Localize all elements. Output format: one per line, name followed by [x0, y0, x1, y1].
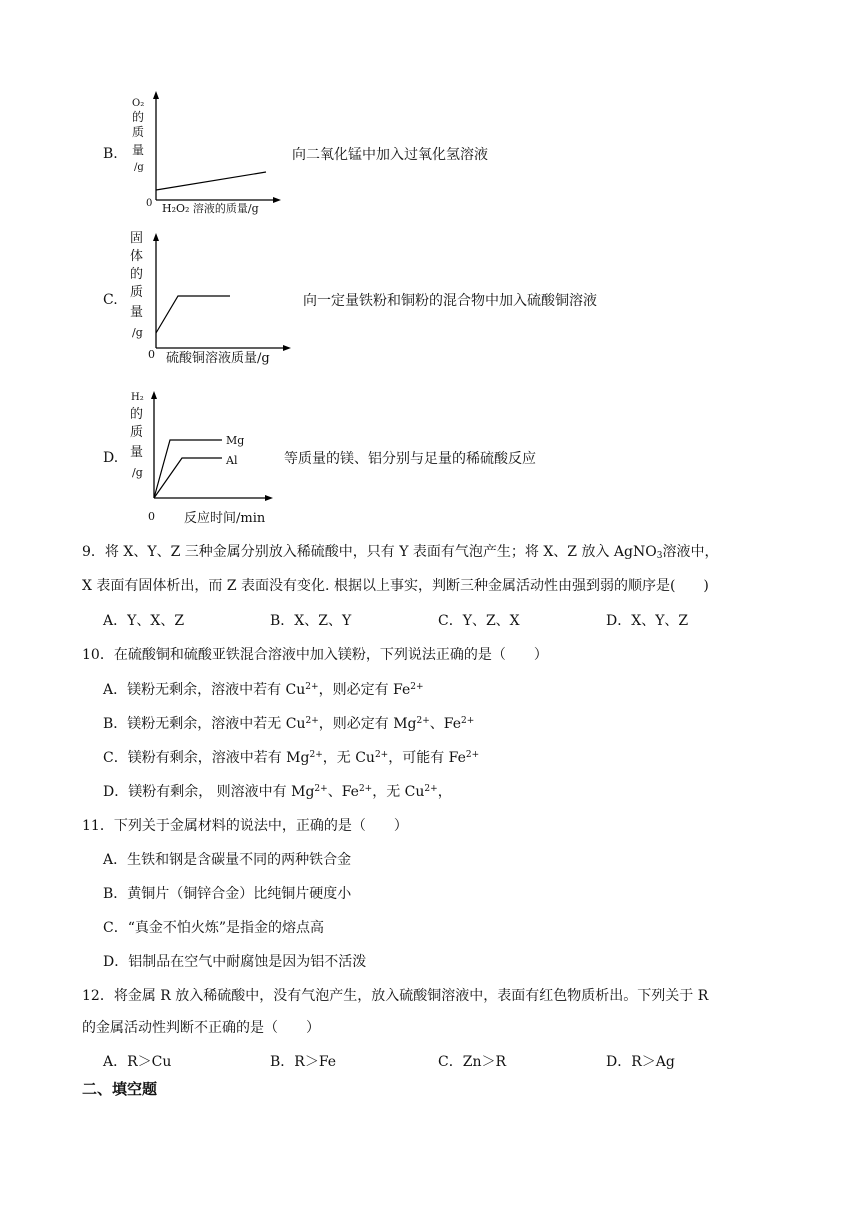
graph-b-y-label-4: /g [134, 162, 144, 173]
q10-stem: 10．在硫酸铜和硫酸亚铁混合溶液中加入镁粉，下列说法正确的是（ ） [82, 647, 548, 663]
graph-c-y-label-3: 质 [130, 285, 144, 300]
option-c-description: 向一定量铁粉和铜粉的混合物中加入硫酸铜溶液 [303, 293, 597, 309]
q11-option-a: A．生铁和钢是含碳量不同的两种铁合金 [103, 852, 352, 868]
graph-b-y-label-2: 质 [132, 125, 145, 139]
q10-option-c: C．镁粉有剩余，溶液中若有 $Mg^{2+}$，无 $Cu^{2+}$，可能有 $Fe^{2+}$ [103, 750, 480, 766]
section-title: 二、填空题 [82, 1080, 158, 1098]
graph-b-x-arrow [273, 197, 281, 203]
q12-option-c: C．Zn＞R [438, 1054, 506, 1070]
graph-c-x-arrow [283, 345, 291, 351]
q11-stem: 11．下列关于金属材料的说法中，正确的是（ ） [82, 818, 408, 834]
graph-c-y-label-0: 固 [130, 231, 144, 246]
graph-c-x-label: 硫酸铜溶液质量/g [166, 351, 270, 366]
graph-d-series-mg: Mg [226, 434, 245, 447]
graph-b-y-label-1: 的 [132, 110, 145, 124]
graph-d-y-label-3: 量 [130, 445, 144, 460]
graph-d-line-mg [154, 440, 222, 498]
graph-c-y-label-4: 量 [130, 305, 144, 320]
option-d-description: 等质量的镁、铝分别与足量的稀硫酸反应 [284, 451, 536, 467]
graph-d-y-label-2: 质 [130, 425, 144, 440]
graph-c [126, 226, 306, 368]
option-b-letter: B. [103, 146, 118, 162]
graph-c-y-arrow [153, 233, 159, 241]
q9-option-b: B．X、Z、Y [270, 613, 352, 629]
q12-line-2: 的金属活动性判断不正确的是（ ） [82, 1020, 320, 1036]
graph-d-origin: 0 [148, 510, 155, 523]
graph-b-y-arrow [153, 91, 159, 99]
graph-d-x-arrow [265, 495, 273, 501]
q12-line-1: 12．将金属 R 放入稀硫酸中，没有气泡产生，放入硫酸铜溶液中，表面有红色物质析出。下列关于 R [82, 988, 709, 1004]
graph-d [126, 386, 286, 528]
q9-option-d: D．X、Y、Z [606, 613, 689, 629]
graph-d-y-arrow [151, 391, 157, 399]
graph-c-y-label-1: 体 [130, 249, 144, 264]
q10-option-a: A．镁粉无剩余，溶液中若有 $Cu^{2+}$，则必定有 $Fe^{2+}$ [103, 682, 424, 698]
graph-c-y-label-2: 的 [130, 267, 144, 282]
graph-d-y-label-1: 的 [130, 407, 144, 422]
graph-b-y-label-0: O₂ [132, 98, 145, 109]
q10-option-b: B．镁粉无剩余，溶液中若无 $Cu^{2+}$，则必定有 $Mg^{2+}$、$Fe^{2+}$ [103, 716, 475, 732]
graph-d-y-label-4: /g [132, 466, 143, 479]
graph-b-line [156, 172, 266, 190]
q12-option-d: D．R＞Ag [606, 1054, 675, 1070]
q9-option-a: A．Y、X、Z [103, 613, 185, 629]
q11-option-d: D．铝制品在空气中耐腐蚀是因为铝不活泼 [103, 954, 367, 970]
q12-option-b: B．R＞Fe [270, 1054, 337, 1070]
graph-b-y-label-3: 量 [132, 143, 145, 157]
graph-d-x-label: 反应时间/min [184, 511, 266, 526]
q11-option-c: C．“真金不怕火炼”是指金的熔点高 [103, 920, 325, 936]
graph-d-line-al [154, 458, 222, 498]
graph-d-y-label-0: H₂ [131, 392, 144, 403]
graph-c-line [156, 296, 230, 333]
option-d-letter: D. [103, 450, 119, 466]
q9-option-c: C．Y、Z、X [438, 613, 520, 629]
graph-c-origin: 0 [148, 348, 155, 361]
q10-option-d: D．镁粉有剩余， 则溶液中有 $Mg^{2+}$、$Fe^{2+}$，无 $Cu^{2+}$， [103, 784, 452, 800]
q9-line-1: 9．将 X、Y、Z 三种金属分别放入稀硫酸中，只有 Y 表面有气泡产生；将 X、Z 放入 AgNO$_3$溶液中， [82, 544, 719, 561]
graph-b [126, 88, 286, 218]
option-b-description: 向二氧化锰中加入过氧化氢溶液 [292, 147, 488, 163]
graph-b-x-label: H₂O₂ 溶液的质量/g [162, 202, 259, 215]
option-c-letter: C. [103, 292, 118, 308]
graph-d-series-al: Al [226, 454, 238, 467]
graph-c-y-label-5: /g [132, 326, 143, 339]
q11-option-b: B．黄铜片（铜锌合金）比纯铜片硬度小 [103, 886, 352, 902]
q9-line-2: X 表面有固体析出，而 Z 表面没有变化. 根据以上事实，判断三种金属活动性由强到弱的顺序是( ) [82, 578, 709, 594]
q12-option-a: A．R＞Cu [103, 1054, 172, 1070]
graph-b-origin: 0 [146, 198, 153, 209]
